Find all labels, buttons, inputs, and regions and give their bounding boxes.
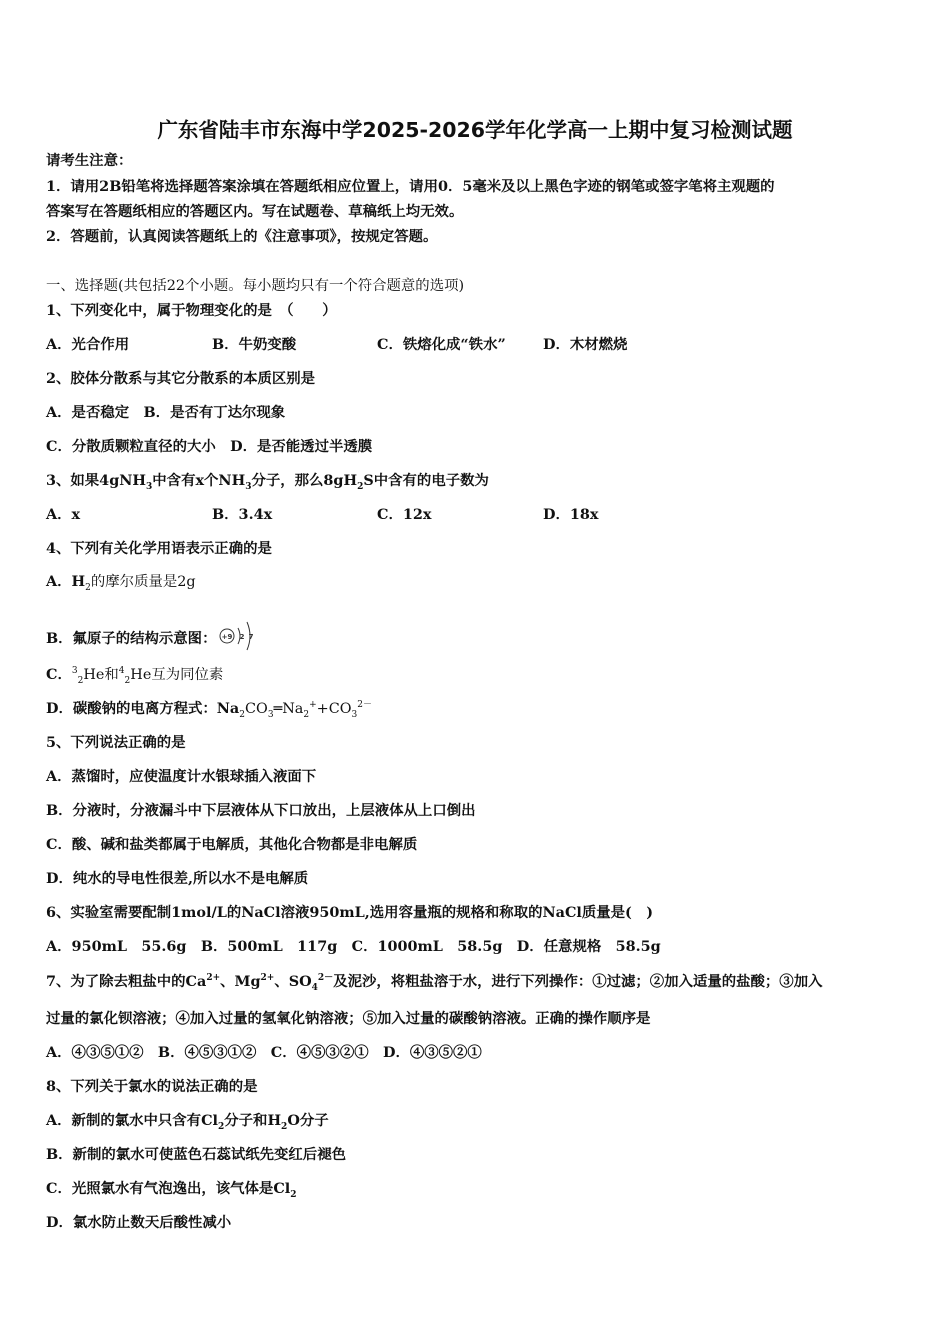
q3-option-d: D．18x <box>543 506 599 523</box>
q1-option-c: C．铁熔化成“铁水” <box>377 336 506 353</box>
q4-stem: 4、下列有关化学用语表示正确的是 <box>46 540 272 557</box>
q4-option-d: D．碳酸钠的电离方程式：$Na_2CO_3═Na_2^++CO_3^{2-}$ <box>46 700 373 720</box>
section-heading: 一、选择题(共包括22个小题。每小题均只有一个符合题意的选项) <box>46 278 465 294</box>
q1-stem: 1、下列变化中，属于物理变化的是 （ ） <box>46 302 337 319</box>
q5-option-d: D．纯水的导电性很差,所以水不是电解质 <box>46 870 309 887</box>
q7-options: A．④③⑤①② B．④⑤③①② C．④⑤③②① D．④③⑤②① <box>46 1044 482 1061</box>
q7-stem: 7、为了除去粗盐中的$Ca^{2+}$、$Mg^{2+}$、$SO_4^{2-}$及泥沙，将粗盐溶于水，进行下列操作：①过滤；②加入适量的盐酸；③加入 <box>46 973 823 993</box>
q3-stem: 3、如果4gNH$_3$中含有x个$NH_3$分子，那么$8gH_2S$中含有的电子数为 <box>46 472 489 492</box>
notice-item-1: 1．请用2B铅笔将选择题答案涂填在答题纸相应位置上，请用0．5毫米及以上黑色字迹的钢笔或签字笔将主观题的 <box>46 178 775 195</box>
q6-stem: 6、实验室需要配制1mol/L的NaCl溶液950mL,选用容量瓶的规格和称取的NaCl质量是( ) <box>46 904 654 921</box>
q2-options-ab: A．是否稳定 B．是否有丁达尔现象 <box>46 404 286 421</box>
q8-stem: 8、下列关于氯水的说法正确的是 <box>46 1078 258 1095</box>
q1-option-a: A．光合作用 <box>46 336 130 353</box>
q5-option-a: A．蒸馏时，应使温度计水银球插入液面下 <box>46 768 317 785</box>
q7-stem-cont: 过量的氯化钡溶液；④加入过量的氢氧化钠溶液；⑤加入过量的碳酸钠溶液。正确的操作顺序是 <box>46 1010 651 1027</box>
svg-text:2: 2 <box>240 633 245 641</box>
notice-item-2: 2．答题前，认真阅读答题纸上的《注意事项》，按规定答题。 <box>46 228 438 245</box>
q4-option-c: C．$^3_2$He和$^4_2$He互为同位素 <box>46 666 224 686</box>
q6-options: A．950mL 55.6g B．500mL 117g C．1000mL 58.5g D．任意规格 58.5g <box>46 938 661 955</box>
svg-text:7: 7 <box>249 633 254 641</box>
fluorine-atom-diagram-icon <box>218 618 258 660</box>
q2-stem: 2、胶体分散系与其它分散系的本质区别是 <box>46 370 316 387</box>
q5-option-c: C．酸、碱和盐类都属于电解质，其他化合物都是非电解质 <box>46 836 418 853</box>
q1-option-d: D．木材燃烧 <box>543 336 628 353</box>
q4-option-a: A．$H_2$的摩尔质量是2g <box>46 573 196 593</box>
q5-stem: 5、下列说法正确的是 <box>46 734 186 751</box>
q2-options-cd: C．分散质颗粒直径的大小 D．是否能透过半透膜 <box>46 438 373 455</box>
q8-option-a: A．新制的氯水中只含有$Cl_2$分子和$H_2O$分子 <box>46 1112 329 1132</box>
q8-option-c: C．光照氯水有气泡逸出，该气体是$Cl_2$ <box>46 1180 297 1200</box>
q5-option-b: B．分液时，分液漏斗中下层液体从下口放出，上层液体从上口倒出 <box>46 802 476 819</box>
notice-heading: 请考生注意： <box>46 152 133 169</box>
q3-option-a: A．x <box>46 506 81 523</box>
page-title: 广东省陆丰市东海中学2025-2026学年化学高一上期中复习检测试题 <box>157 118 793 142</box>
svg-text:+9: +9 <box>222 633 233 641</box>
q8-option-b: B．新制的氯水可使蓝色石蕊试纸先变红后褪色 <box>46 1146 346 1163</box>
notice-item-1-cont: 答案写在答题纸相应的答题区内。写在试题卷、草稿纸上均无效。 <box>46 203 464 220</box>
q8-option-d: D．氯水防止数天后酸性减小 <box>46 1214 232 1231</box>
q1-option-b: B．牛奶变酸 <box>212 336 297 353</box>
q3-option-b: B．3.4x <box>212 506 273 523</box>
q4-option-b: B．氟原子的结构示意图： +9 2 7 <box>46 618 258 660</box>
q3-option-c: C．12x <box>377 506 432 523</box>
